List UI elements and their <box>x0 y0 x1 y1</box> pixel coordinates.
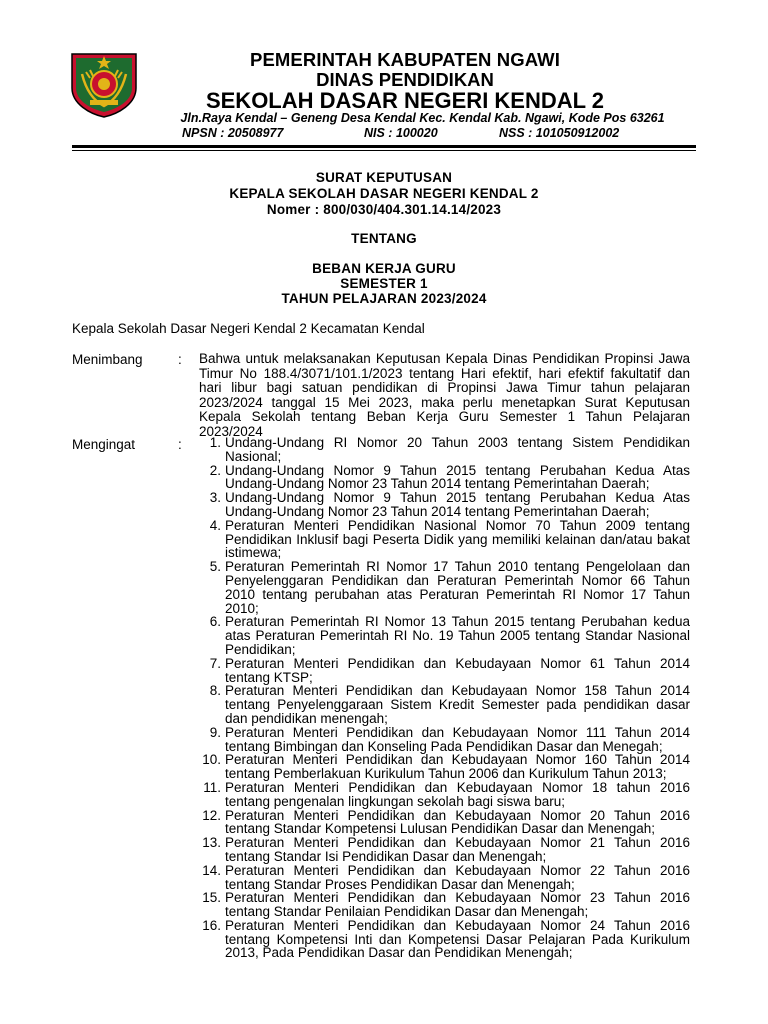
nis-number: NIS : 100020 <box>364 126 438 140</box>
government-name: PEMERINTAH KABUPATEN NGAWI <box>250 49 560 70</box>
list-item-text: Undang-Undang RI Nomor 20 Tahun 2003 tentang Sistem Pendidikan Nasional; <box>225 435 690 464</box>
mengingat-list <box>199 436 690 960</box>
list-item-number: 2. <box>209 462 221 478</box>
list-item-text: Peraturan Menteri Pendidikan dan Kebudayaan Nomor 21 Tahun 2016 tentang Standar Isi Pendidikan Dasar dan Menengah; <box>225 835 690 864</box>
menimbang-text: Bahwa untuk melaksanakan Keputusan Kepala Dinas Pendidikan Propinsi Jawa Timur No 188.4/3071/101.1/2023 tentang Hari efektif, hari efektif fakultatif dan hari libur bagi satuan pendidikan di Propinsi Jawa Timur tahun pelajaran 2023/2024 tanggal 15 Mei 2023, maka perlu menetapkan Surat Keputusan Kepala Sekolah tentang Beban Kerja Guru Semester 1 Tahun Pelajaran 2023/2024 <box>199 351 690 439</box>
list-item-number: 3. <box>209 490 221 506</box>
menimbang-label: Menimbang <box>72 352 143 367</box>
npsn-number: NPSN : 20508977 <box>182 126 284 140</box>
list-item <box>199 781 690 809</box>
list-item-number: 7. <box>209 655 221 671</box>
list-item <box>199 809 690 837</box>
list-item <box>199 657 690 685</box>
list-item-number: 4. <box>209 517 221 533</box>
decree-subject: BEBAN KERJA GURU <box>312 261 456 276</box>
list-item <box>199 519 690 560</box>
list-item <box>199 726 690 754</box>
menimbang-colon: : <box>178 352 182 367</box>
list-item-text: Peraturan Menteri Pendidikan dan Kebudayaan Nomor 158 Tahun 2014 tentang Penyelenggaraan Sistem Kredit Semester pada pendidikan dasar dan pendidikan menengah; <box>225 683 690 726</box>
list-item-text: Peraturan Pemerintah RI Nomor 13 Tahun 2015 tentang Perubahan kedua atas Peraturan Pemerintah RI No. 19 Tahun 2005 tentang Standar Nasional Pendidikan; <box>225 614 690 657</box>
list-item-text: Peraturan Pemerintah RI Nomor 17 Tahun 2010 tentang Pengelolaan dan Penyelenggaran Pendidikan dan Peraturan Pemerintah Nomor 66 Tahun 2010 tentang perubahan atas Peraturan Pemerintah RI Nomor 17 Tahun 2010; <box>225 559 690 616</box>
list-item-text: Peraturan Menteri Pendidikan dan Kebudayaan Nomor 18 tahun 2016 tentang pengenalan lingkungan sekolah bagi siswa baru; <box>225 779 690 809</box>
list-item-number: 11. <box>203 779 221 795</box>
nss-number: NSS : 101050912002 <box>499 126 620 140</box>
list-item-text: Peraturan Menteri Pendidikan dan Kebudayaan Nomor 160 Tahun 2014 tentang Pemberlakuan Kurikulum Tahun 2006 dan Kurikulum Tahun 2013; <box>225 752 690 782</box>
department-name: DINAS PENDIDIKAN <box>316 69 494 90</box>
decree-intro: Kepala Sekolah Dasar Negeri Kendal 2 Kecamatan Kendal <box>72 321 425 336</box>
list-item-text: Peraturan Menteri Pendidikan dan Kebudayaan Nomor 24 Tahun 2016 tentang Kompetensi Inti dan Kompetensi Dasar Pelajaran Pada Kurikulum 2013, Pada Pendidikan Dasar dan Pendidikan Menengah; <box>225 917 690 961</box>
list-item-number: 16. <box>202 917 221 933</box>
decree-about-heading: TENTANG <box>351 231 417 246</box>
list-item <box>199 560 690 615</box>
list-item-text: Peraturan Menteri Pendidikan dan Kebudayaan Nomor 61 Tahun 2014 tentang KTSP; <box>225 655 690 685</box>
list-item-number: 12. <box>202 807 221 823</box>
letterhead-divider-thick <box>72 145 696 148</box>
list-item-number: 6. <box>209 614 221 630</box>
list-item <box>199 615 690 656</box>
decree-number: Nomer : 800/030/404.301.14.14/2023 <box>266 202 502 217</box>
school-name: SEKOLAH DASAR NEGERI KENDAL 2 <box>205 88 605 113</box>
list-item-text: Peraturan Menteri Pendidikan dan Kebudayaan Nomor 20 Tahun 2016 tentang Standar Kompetensi Lulusan Pendidikan Dasar dan Menengah; <box>225 807 690 837</box>
list-item-text: Peraturan Menteri Pendidikan dan Kebudayaan Nomor 23 Tahun 2016 tentang Standar Penilaian Pendidikan Dasar dan Menengah; <box>225 890 690 920</box>
list-item-number: 9. <box>209 724 221 740</box>
decree-school-year: TAHUN PELAJARAN 2023/2024 <box>281 291 487 306</box>
ngawi-emblem-icon <box>68 48 140 118</box>
list-item <box>199 436 690 464</box>
list-item <box>199 836 690 864</box>
list-item-number: 14. <box>202 862 221 878</box>
list-item-number: 1. <box>209 435 221 450</box>
list-item-text: Peraturan Menteri Pendidikan dan Kebudayaan Nomor 111 Tahun 2014 tentang Bimbingan dan Konseling Pada Pendidikan Dasar dan Menegah; <box>225 724 690 754</box>
decree-title: SURAT KEPUTUSAN <box>315 170 453 185</box>
list-item <box>199 464 690 492</box>
list-item-number: 10. <box>202 752 221 768</box>
list-item <box>199 919 690 960</box>
letterhead-divider-thin <box>72 150 696 151</box>
list-item <box>199 684 690 725</box>
list-item-number: 8. <box>209 683 221 699</box>
list-item <box>199 753 690 781</box>
list-item-number: 15. <box>202 890 221 906</box>
decree-semester: SEMESTER 1 <box>340 276 428 291</box>
list-item-number: 13. <box>202 835 221 851</box>
list-item <box>199 864 690 892</box>
list-item-number: 5. <box>209 559 221 575</box>
mengingat-label: Mengingat <box>72 437 136 452</box>
list-item-text: Undang-Undang Nomor 9 Tahun 2015 tentang Perubahan Kedua Atas Undang-Undang Nomor 23 Tahun 2014 tentang Pemerintahan Daerah; <box>225 462 690 492</box>
decree-issuer: KEPALA SEKOLAH DASAR NEGERI KENDAL 2 <box>229 186 539 201</box>
list-item <box>199 491 690 519</box>
list-item-text: Peraturan Menteri Pendidikan dan Kebudayaan Nomor 22 Tahun 2016 tentang Standar Proses Pendidikan Dasar dan Menengah; <box>225 862 690 892</box>
mengingat-colon: : <box>178 437 182 452</box>
list-item-text: Undang-Undang Nomor 9 Tahun 2015 tentang Perubahan Kedua Atas Undang-Undang Nomor 23 Tahun 2014 tentang Pemerintahan Daerah; <box>225 490 690 519</box>
list-item-text: Peraturan Menteri Pendidikan Nasional Nomor 70 Tahun 2009 tentang Pendidikan Inklusif bagi Peserta Didik yang memiliki kelainan dan/atau bakat istimewa; <box>225 517 690 561</box>
list-item <box>199 891 690 919</box>
school-address: Jln.Raya Kendal – Geneng Desa Kendal Kec. Kendal Kab. Ngawi, Kode Pos 63261 <box>180 111 665 125</box>
